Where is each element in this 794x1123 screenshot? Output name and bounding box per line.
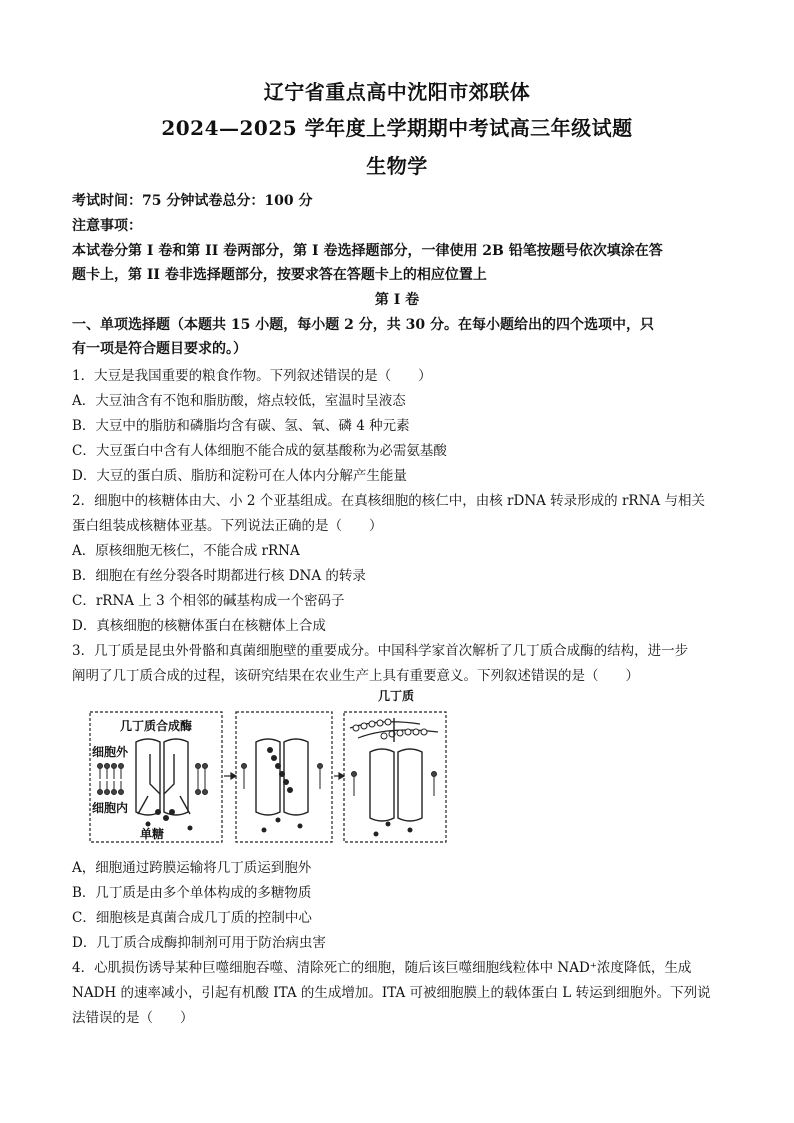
q2-option-c: C．rRNA 上 3 个相邻的碱基构成一个密码子 — [72, 593, 345, 609]
section-heading-line-2: 有一项是符合题目要求的。） — [72, 341, 247, 357]
q3-option-b: B．几丁质是由多个单体构成的多糖物质 — [72, 885, 312, 901]
q1-stem: 1．大豆是我国重要的粮食作物。下列叙述错误的是（ ） — [72, 368, 432, 384]
exam-title-line1: 辽宁省重点高中沈阳市郊联体 — [263, 80, 531, 104]
chitin-synthase-figure — [88, 684, 448, 846]
label-chitin-synthase: 几丁质合成酶 — [120, 719, 193, 733]
q3-stem-line-1: 3．几丁质是昆虫外骨骼和真菌细胞壁的重要成分。中国科学家首次解析了几丁质合成酶的结构，进一步 — [72, 643, 689, 659]
q2-option-a: A．原核细胞无核仁，不能合成 rRNA — [72, 543, 300, 559]
q3-option-d: D．几丁质合成酶抑制剂可用于防治病虫害 — [72, 935, 326, 951]
membrane-lipids-left — [98, 764, 124, 795]
q3-option-a: A，细胞通过跨膜运输将几丁质运到胞外 — [72, 860, 312, 876]
q4-stem-line-1: 4．心肌损伤诱导某种巨噬细胞吞噬、清除死亡的细胞，随后该巨噬细胞线粒体中 NAD⁺浓度降低，生成 — [72, 960, 692, 976]
arrow-1 — [224, 773, 236, 779]
label-outside-cell: 细胞外 — [92, 745, 129, 759]
q3-option-c: C．细胞核是真菌合成几丁质的控制中心 — [72, 910, 312, 926]
label-monosaccharide: 单糖 — [140, 827, 165, 841]
enzyme-channel — [136, 739, 190, 815]
notice-title: 注意事项： — [72, 218, 142, 234]
monosaccharide-dots-3 — [374, 822, 413, 837]
notice-line-1: 本试卷分第 I 卷和第 II 卷两部分，第 I 卷选择题部分，一律使用 2B 铅笔按题号依次填涂在答 — [72, 243, 663, 259]
exam-meta: 考试时间：75 分钟试卷总分：100 分 — [72, 193, 313, 209]
notice-line-2: 题卡上，第 II 卷非选择题部分，按要求答在答题卡上的相应位置上 — [72, 267, 487, 283]
section-heading-line-1: 一、单项选择题（本题共 15 小题，每小题 2 分，共 30 分。在每小题给出的四个选项中，只 — [72, 317, 654, 333]
label-inside-cell: 细胞内 — [92, 801, 129, 815]
exam-subject-title: 生物学 — [366, 154, 428, 178]
q2-stem-line-2: 蛋白组装成核糖体亚基。下列说法正确的是（ ） — [72, 518, 383, 534]
q2-option-d: D．真核细胞的核糖体蛋白在核糖体上合成 — [72, 618, 326, 634]
q2-option-b: B．细胞在有丝分裂各时期都进行核 DNA 的转录 — [72, 568, 366, 584]
membrane-lipids-right — [196, 764, 208, 795]
q1-option-b: B．大豆中的脂肪和磷脂均含有碳、氢、氧、磷 4 种元素 — [72, 418, 410, 434]
q1-option-c: C．大豆蛋白中含有人体细胞不能合成的氨基酸称为必需氨基酸 — [72, 443, 447, 459]
chitin-chain-2 — [262, 747, 303, 833]
exam-title-line2: 2024—2025 学年度上学期期中考试高三年级试题 — [161, 116, 633, 140]
q1-option-a: A．大豆油含有不饱和脂肪酸，熔点较低，室温时呈液态 — [72, 393, 406, 409]
q2-stem-line-1: 2．细胞中的核糖体由大、小 2 个亚基组成。在真核细胞的核仁中，由核 rDNA 转录形成的 rRNA 与相关 — [72, 493, 705, 509]
chitin-synthase-diagram — [88, 684, 448, 846]
panel-1 — [92, 718, 208, 841]
label-chitin: 几丁质 — [378, 689, 415, 703]
volume-heading: 第 I 卷 — [374, 292, 420, 308]
panel-2 — [242, 739, 323, 833]
arrow-2 — [334, 773, 344, 779]
q4-stem-line-2: NADH 的速率减小，引起有机酸 ITA 的生成增加。ITA 可被细胞膜上的载体蛋白 L 转运到细胞外。下列说 — [72, 985, 711, 1001]
panel-3 — [350, 688, 438, 837]
q4-stem-line-3: 法错误的是（ ） — [72, 1010, 194, 1026]
q3-stem-line-2: 阐明了几丁质合成的过程，该研究结果在农业生产上具有重要意义。下列叙述错误的是（ ） — [72, 668, 639, 684]
q1-option-d: D．大豆的蛋白质、脂肪和淀粉可在人体内分解产生能量 — [72, 468, 407, 484]
